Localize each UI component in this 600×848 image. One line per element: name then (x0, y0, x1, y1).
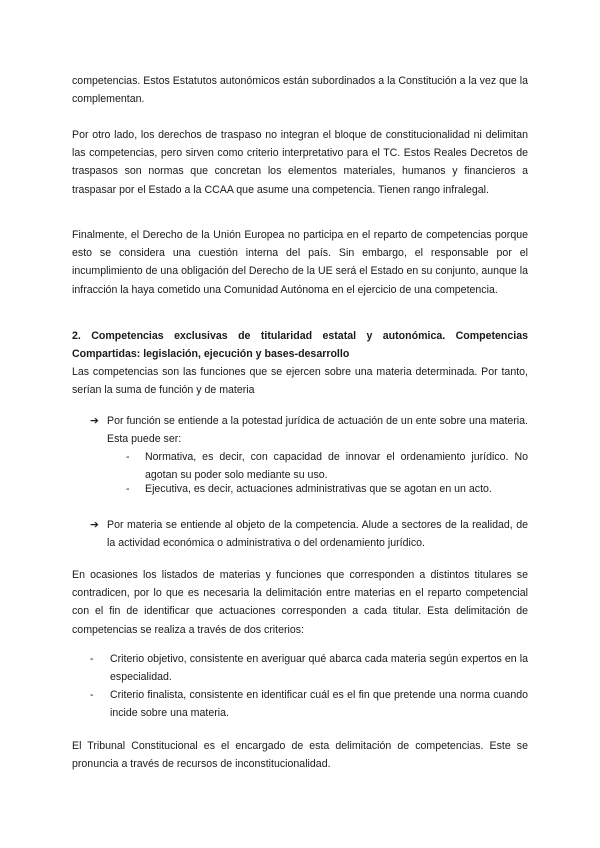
sub-item-text: Normativa, es decir, con capacidad de innovar el ordenamiento jurídico. No agotan su poder solo mediante su uso. (145, 451, 528, 482)
paragraph-delimitation: En ocasiones los listados de materias y funciones que corresponden a distintos titulares se contradicen, por lo que es necesaria la delimitación entre materias en el reparto competencial con el fin de identificar que actuaciones corresponden a cada titular. Esta delimitación de competencias se realiza a través de dos criterios: (72, 569, 528, 636)
sub-list-item (126, 480, 528, 498)
dash-bullet: - (126, 451, 130, 463)
arrow-list-item (90, 516, 528, 552)
dash-bullet: - (126, 483, 130, 495)
paragraph-statutes: competencias. Estos Estatutos autonómicos están subordinados a la Constitución a la vez que la complementan. (72, 75, 528, 106)
arrow-list-item (90, 412, 528, 448)
section-title: 2. Competencias exclusivas de titularidad estatal y autonómica. Competencias Compartidas: legislación, ejecución y bases-desarrollo (72, 330, 528, 361)
criteria-item-text: Criterio objetivo, consistente en averiguar qué abarca cada materia según expertos en la especialidad. (110, 653, 528, 684)
criteria-list-item (90, 686, 528, 722)
criteria-list-item (90, 650, 528, 686)
arrow-right-icon: ➔ (90, 415, 99, 427)
paragraph-transfer-rights: Por otro lado, los derechos de traspaso no integran el bloque de constitucionalidad ni delimitan las competencias, pero sirven como criterio interpretativo para el TC. Estos Reales Decretos de traspasos son normas que concretan los elementos materiales, humanos y financieros a traspasar por el Estado a la CCAA que asume una competencia. Tienen rango infralegal. (72, 129, 528, 196)
dash-bullet: - (90, 653, 94, 665)
criteria-item-text: Criterio finalista, consistente en identificar cuál es el fin que pretende una norma cuando incide sobre una materia. (110, 689, 528, 720)
arrow-right-icon: ➔ (90, 519, 99, 531)
sub-item-text: Ejecutiva, es decir, actuaciones administrativas que se agotan en un acto. (145, 483, 492, 495)
paragraph-constitutional-court: El Tribunal Constitucional es el encargado de esta delimitación de competencias. Este se pronuncia a través de recursos de inconstitucionalidad. (72, 740, 528, 771)
paragraph-eu-law: Finalmente, el Derecho de la Unión Europea no participa en el reparto de competencias porque esto se considera una cuestión interna del país. Sin embargo, el responsable por el incumplimiento de una obligación del Derecho de la UE será el Estado en su conjunto, aunque la infracción la haya cometido una Comunidad Autónoma en el ejercicio de una competencia. (72, 229, 528, 296)
dash-bullet: - (90, 689, 94, 701)
arrow-item-text: Por función se entiende a la potestad jurídica de actuación de un ente sobre una materia. Esta puede ser: (107, 415, 528, 446)
arrow-item-text: Por materia se entiende al objeto de la competencia. Alude a sectores de la realidad, de la actividad económica o administrativa o del ordenamiento jurídico. (107, 519, 528, 550)
sub-list-item (126, 448, 528, 484)
paragraph-competencies-definition: Las competencias son las funciones que se ejercen sobre una materia determinada. Por tanto, serían la suma de función y de materia (72, 366, 528, 397)
